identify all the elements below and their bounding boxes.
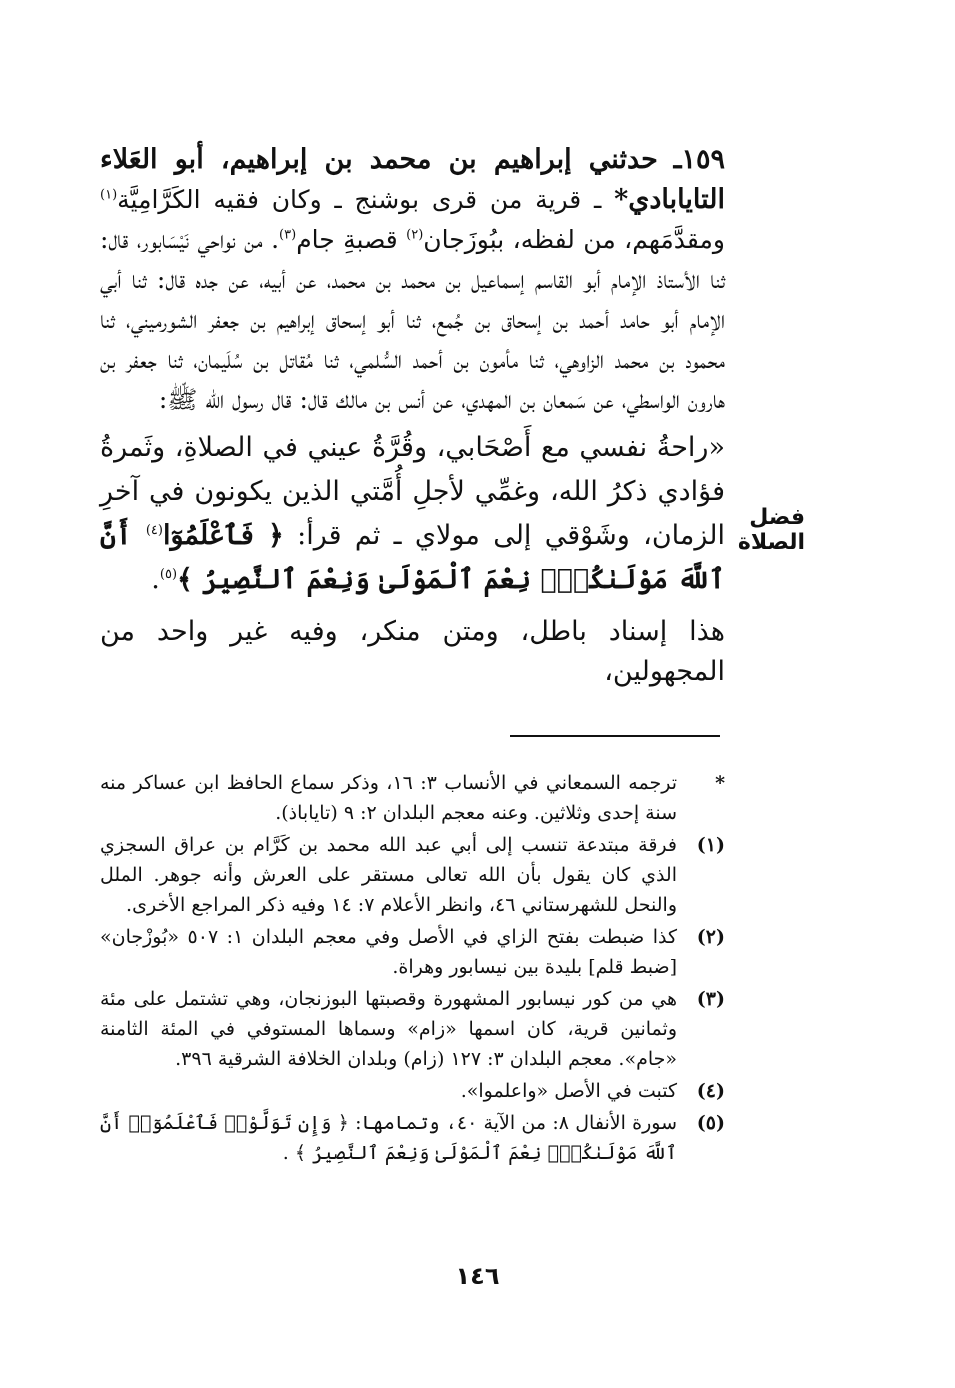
footnote-ref-2[interactable]: (٢) bbox=[406, 227, 424, 243]
hadith-end: . bbox=[151, 564, 160, 595]
main-text bbox=[100, 140, 725, 692]
footnote-mark: (٣) bbox=[696, 988, 725, 1010]
side-heading: فضل الصلاة bbox=[737, 505, 805, 555]
footnote-text: كذا ضبطت بفتح الزاي في الأصل وفي معجم البلدان ١: ٥٠٧ «بُوزْجان» [ضبط قلم] بليدة بين نيسابور وهراة. bbox=[100, 926, 677, 978]
footnote-mark: (٥) bbox=[696, 1112, 725, 1134]
entry-header: حدثني إبراهيم بن محمد بن إبراهيم، أبو العَلاء التايابادي bbox=[100, 144, 725, 215]
footnote-text: هي من كور نيسابور المشهورة وقصبتها البوزنجان، وهي تشتمل على مئة وثمانين قرية، كان اسمها «زام» وسماها المستوفي في المئة الثامنة «جام». معجم البلدان ٣: ١٢٧ (زام) وبلدان الخلافة الشرقية ٣٩٦. bbox=[100, 988, 677, 1070]
footnote-mark: (٤) bbox=[696, 1080, 725, 1102]
footnote-3 bbox=[100, 984, 725, 1074]
intro-text: قصبةِ جام bbox=[296, 225, 407, 254]
footnote-text: ترجمه السمعاني في الأنساب ٣: ١٦، وذكر سماع الحافظ ابن عساكر منه سنة إحدى وثلاثين. وعنه معجم البلدان ٢: ٩ (تاياباذ). bbox=[100, 772, 677, 824]
entry-paragraph bbox=[100, 140, 725, 420]
quran-verse: أَنَّ ٱللَّهَ مَوْلَىٰكُمْۚ نِعْمَ ٱلْمَوْلَىٰ وَنِعْمَ ٱلنَّصِيرُ ﴾ bbox=[100, 520, 725, 595]
footnote-ref-1[interactable]: (١) bbox=[100, 187, 118, 203]
footnote-1 bbox=[100, 830, 725, 920]
intro-text: ومقدَّمَهم، من لفظه، ببُوزَجان bbox=[423, 225, 725, 254]
intro-text: ـ قرية من قرى بوشنج ـ وكان فقيه الكَرَّامِيَّة bbox=[117, 185, 615, 214]
page-number: ١٤٦ bbox=[455, 1262, 500, 1290]
verdict-text: هذا إسناد باطل، ومتن منكر، وفيه غير واحد من المجهولين، bbox=[100, 616, 725, 687]
isnad-text: . من نواحي نَيْسَابور، قال: ثنا الأستاذ الإمام أبو القاسم إسماعيل بن محمد بن محمد، عن أبيه، عن جده قال: ثنا أبي الإمام أبو حامد أحمد بن إسحاق بن جُمع، ثنا أبو إسحاق إبراهيم بن جعفر الشورميني، ثنا محمود بن محمد الزاوهي، ثنا مأمون بن أحمد السُّلمي، ثنا مُقاتل بن سُلَيمان، ثنا جعفر بن هارون الواسطي، عن سَمعان بن المهدي، عن أنس بن مالك قال: قال رسول الله ﷺ: bbox=[100, 225, 725, 414]
footnote-star bbox=[100, 768, 725, 828]
footnote-5 bbox=[100, 1108, 725, 1168]
footnote-divider bbox=[510, 735, 720, 737]
footnote-ref-5[interactable]: (٥) bbox=[159, 567, 178, 582]
footnotes bbox=[100, 768, 725, 1170]
footnote-mark: (٢) bbox=[696, 926, 725, 948]
footnote-ref-4[interactable]: (٤) bbox=[145, 523, 163, 538]
footnote-mark: (١) bbox=[696, 834, 725, 856]
header-star: * bbox=[614, 184, 629, 215]
entry-number: ١٥٩ـ bbox=[673, 144, 726, 175]
footnote-mark: * bbox=[715, 772, 725, 794]
footnote-4 bbox=[100, 1076, 725, 1106]
hadith-text: «راحةُ نفسي مع أَصْحَابي، وقُرَّةُ عيني في الصلاةِ، وثَمرةُ فؤادي ذكرُ الله، وغمِّي لأجلِ أُمَّتي الذين يكونون في آخرِ الزمان، وشَوْقي إلى مولاي ـ ثم قرأ: bbox=[100, 432, 725, 551]
quran-verse: ﴿ فَٱعْلَمُوٓا bbox=[162, 520, 284, 551]
footnote-2 bbox=[100, 922, 725, 982]
hadith-paragraph bbox=[100, 426, 725, 602]
footnote-text: فرقة مبتدعة تنسب إلى أبي عبد الله محمد بن كَرَّام بن عراق السجزي الذي كان يقول بأن الله تعالى مستقر على العرش وأنه جوهر. الملل والنحل للشهرستاني ٤٦، وانظر الأعلام ٧: ١٤ وفيه ذكر المراجع الأخرى. bbox=[100, 834, 677, 916]
footnote-text: كتبت في الأصل «واعلموا». bbox=[460, 1080, 677, 1102]
footnote-text: سورة الأنفال ٨: من الآية ٤٠، وتمامها: ﴿ وَإِن تَوَلَّوْا۟ فَٱعْلَمُوٓا۟ أَنَّ ٱللَّهَ مَوْلَىٰكُمْۚ نِعْمَ ٱلْمَوْلَىٰ وَنِعْمَ ٱلنَّصِيرُ ﴾ . bbox=[100, 1112, 677, 1164]
footnote-ref-3[interactable]: (٣) bbox=[279, 227, 297, 243]
